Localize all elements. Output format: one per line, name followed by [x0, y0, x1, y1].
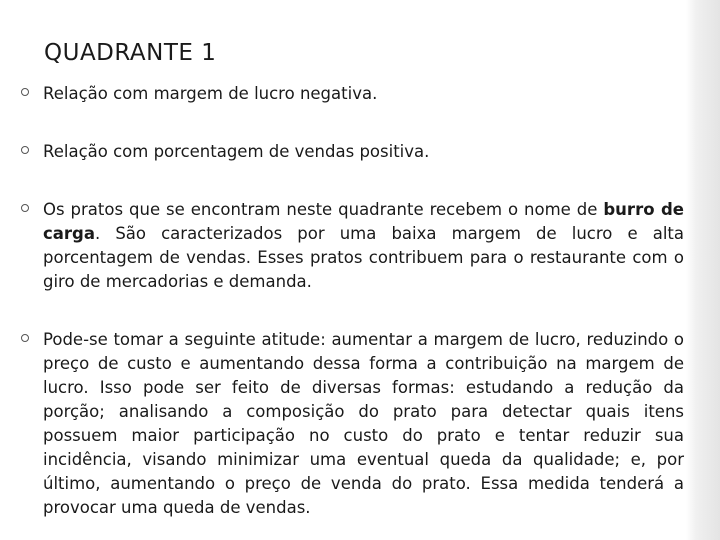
- bullet-circle-icon: [21, 88, 29, 96]
- bullet-item: [20, 82, 684, 106]
- bullet-circle-icon: [21, 334, 29, 342]
- slide-title: QUADRANTE 1: [44, 40, 217, 66]
- bullet-text: [43, 200, 684, 291]
- bullet-text-bold: burro de carga: [43, 200, 684, 243]
- bullet-text: Pode-se tomar a seguinte atitude: aumentar a margem de lucro, reduzindo o preço de custo e aumentando dessa forma a contribuição na margem de lucro. Isso pode ser feito de diversas formas: estudando a redução da porção; analisando a composição do prato para detectar quais itens possuem maior participação no custo do prato e tentar reduzir sua incidência, visando minimizar uma eventual queda da qualidade; e, por último, aumentando o preço de venda do prato. Essa medida tenderá a provocar uma queda de vendas.: [43, 330, 684, 517]
- bullet-circle-icon: [21, 204, 29, 212]
- bullet-text-start: Os pratos que se encontram neste quadrante recebem o nome de: [43, 200, 604, 219]
- bullet-item: [20, 140, 684, 164]
- bullet-text-end: . São caracterizados por uma baixa margem de lucro e alta porcentagem de vendas. Esses pratos contribuem para o restaurante com o giro de mercadorias e demanda.: [43, 224, 684, 291]
- bullet-text: Relação com margem de lucro negativa.: [43, 84, 378, 103]
- bullet-item: [20, 328, 684, 520]
- bullet-circle-icon: [21, 146, 29, 154]
- bullet-item: [20, 198, 684, 294]
- bullet-list: [20, 82, 684, 520]
- bullet-text: Relação com porcentagem de vendas positiva.: [43, 142, 430, 161]
- slide-edge-decoration: [686, 0, 720, 540]
